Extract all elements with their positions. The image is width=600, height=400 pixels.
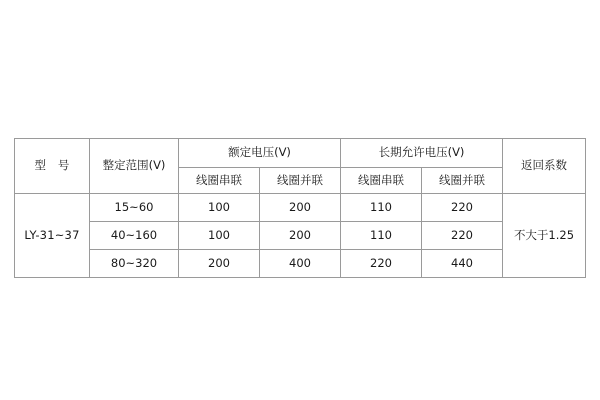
cell-return-coefficient-value: 不大于1.25 [503, 194, 586, 278]
table-row [15, 250, 586, 278]
header-rated-voltage-group: 额定电压(V) [179, 139, 341, 168]
header-return-coefficient: 返回系数 [503, 139, 586, 194]
cell-rated-parallel-2: 400 [260, 250, 341, 278]
header-rated-parallel: 线圈并联 [260, 168, 341, 194]
cell-rated-series-1: 100 [179, 222, 260, 250]
cell-model-value: LY-31~37 [15, 194, 90, 278]
cell-long-parallel-2: 440 [422, 250, 503, 278]
table-header-row-primary [15, 139, 586, 168]
cell-rated-series-0: 100 [179, 194, 260, 222]
header-model: 型 号 [15, 139, 90, 194]
cell-range-0: 15~60 [90, 194, 179, 222]
header-long-series: 线圈串联 [341, 168, 422, 194]
specification-table [14, 138, 586, 278]
cell-rated-parallel-0: 200 [260, 194, 341, 222]
cell-long-series-0: 110 [341, 194, 422, 222]
header-setting-range: 整定范围(V) [90, 139, 179, 194]
header-long-term-voltage-group: 长期允许电压(V) [341, 139, 503, 168]
cell-long-series-1: 110 [341, 222, 422, 250]
cell-long-parallel-1: 220 [422, 222, 503, 250]
header-long-parallel: 线圈并联 [422, 168, 503, 194]
table-row [15, 222, 586, 250]
header-rated-series: 线圈串联 [179, 168, 260, 194]
table-row [15, 194, 586, 222]
cell-rated-parallel-1: 200 [260, 222, 341, 250]
cell-long-series-2: 220 [341, 250, 422, 278]
cell-rated-series-2: 200 [179, 250, 260, 278]
cell-long-parallel-0: 220 [422, 194, 503, 222]
cell-range-1: 40~160 [90, 222, 179, 250]
cell-range-2: 80~320 [90, 250, 179, 278]
